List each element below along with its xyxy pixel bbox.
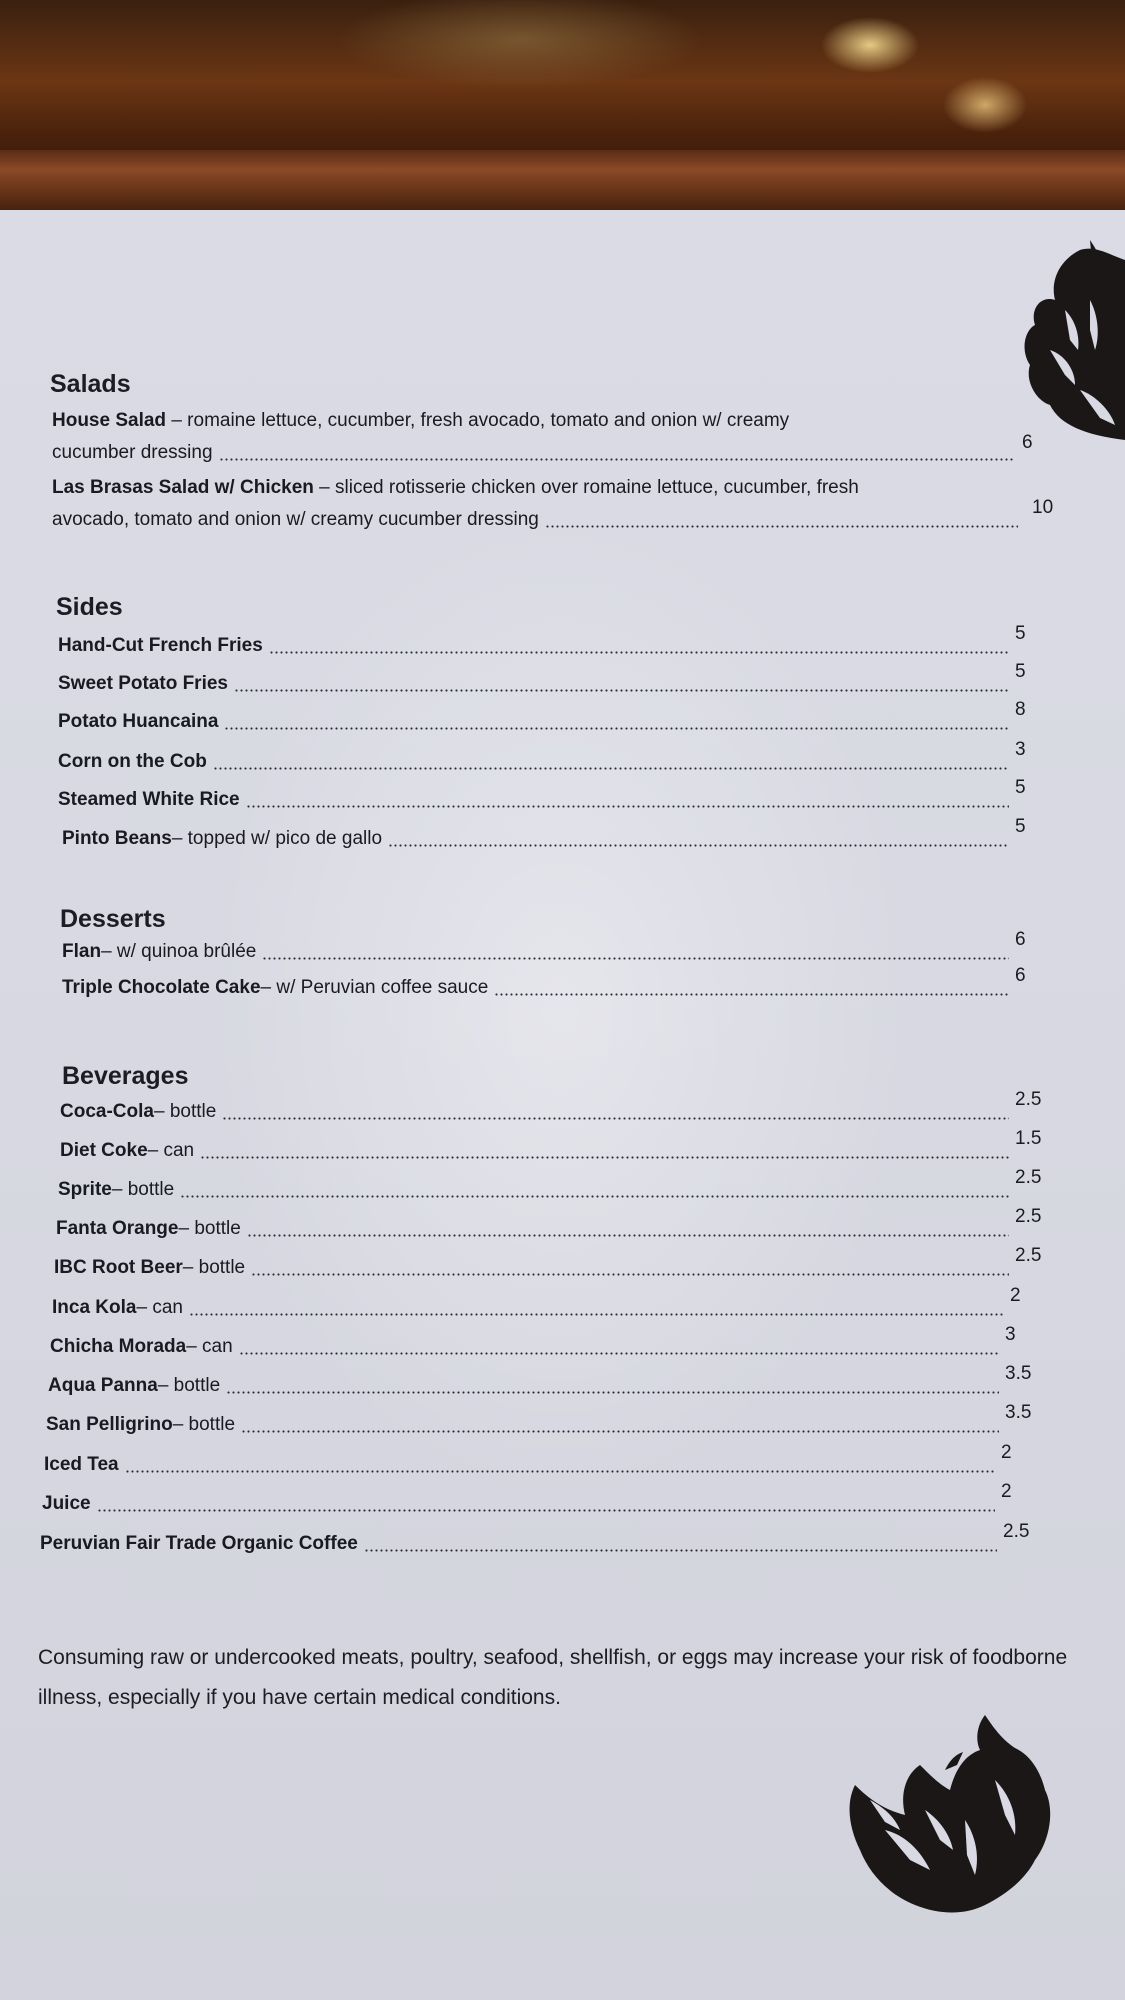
item-name: Las Brasas Salad w/ Chicken	[52, 477, 314, 498]
item-description: avocado, tomato and onion w/ creamy cucumber dressing	[52, 509, 539, 530]
item-price: 6	[1022, 432, 1033, 453]
item-description: – sliced rotisserie chicken over romaine lettuce, cucumber, fresh	[313, 477, 859, 498]
menu-item-row	[48, 1363, 1045, 1398]
item-price: 10	[1032, 497, 1054, 518]
dot-leader	[234, 689, 1009, 692]
dot-leader	[180, 1195, 1009, 1198]
price-column	[1001, 1481, 1041, 1516]
item-name: Steamed White Rice	[58, 789, 240, 810]
item-price: 3	[1005, 1324, 1016, 1345]
dot-leader	[213, 767, 1009, 770]
item-price: 2.5	[1015, 1089, 1042, 1110]
item-description: – can	[136, 1297, 183, 1318]
menu-item-row	[50, 1324, 1045, 1359]
item-name: Juice	[42, 1493, 91, 1514]
section-title-sides: Sides	[56, 593, 123, 621]
menu-item-row	[42, 1481, 1041, 1516]
dot-leader	[269, 651, 1009, 654]
item-description: – bottle	[153, 1101, 217, 1122]
item-description: – can	[147, 1140, 195, 1161]
menu-item-row	[58, 661, 1055, 696]
menu-item-house-salad	[52, 405, 1052, 469]
dot-leader	[545, 525, 1018, 528]
dot-leader	[246, 805, 1009, 808]
dot-leader	[388, 844, 1009, 847]
item-name: Corn on the Cob	[58, 751, 207, 772]
item-description: – bottle	[172, 1414, 236, 1435]
item-name: Sweet Potato Fries	[58, 673, 228, 694]
price-column	[1005, 1363, 1045, 1398]
price-column	[1001, 1442, 1041, 1477]
item-description: – romaine lettuce, cucumber, fresh avocado, tomato and onion w/ creamy	[166, 410, 790, 431]
item-description: – topped w/ pico de gallo	[171, 828, 383, 849]
price-column	[1015, 816, 1055, 851]
item-name: Chicha Morada	[50, 1336, 187, 1357]
item-price: 8	[1015, 699, 1026, 720]
item-price: 2	[1010, 1285, 1021, 1306]
dot-leader	[262, 957, 1009, 960]
menu-item-row	[46, 1402, 1045, 1437]
menu-item-row	[58, 777, 1055, 812]
section-title-desserts: Desserts	[60, 905, 166, 933]
item-name: Coca-Cola	[60, 1101, 154, 1122]
price-column	[1005, 1402, 1045, 1437]
price-column	[1003, 1521, 1043, 1556]
item-description: cucumber dressing	[52, 442, 213, 463]
price-column	[1015, 929, 1055, 964]
item-price: 3.5	[1005, 1363, 1032, 1384]
price-column	[1015, 699, 1055, 734]
dot-leader	[251, 1273, 1009, 1276]
item-price: 2.5	[1015, 1167, 1042, 1188]
item-description: – can	[186, 1336, 233, 1357]
item-name: Sprite	[58, 1179, 112, 1200]
item-description: – bottle	[111, 1179, 175, 1200]
menu-item-row	[58, 739, 1055, 774]
item-name: Flan	[62, 941, 102, 962]
menu-item-row	[62, 929, 1055, 964]
item-description: – bottle	[182, 1257, 246, 1278]
dot-leader	[200, 1156, 1009, 1159]
item-name: Iced Tea	[44, 1454, 119, 1475]
food-safety-warning: Consuming raw or undercooked meats, poultry, seafood, shellfish, or eggs may increase your risk of foodborne illness, especially if you have certain medical conditions.	[38, 1646, 1068, 1709]
menu-item-row	[58, 623, 1055, 658]
menu-page	[0, 210, 1125, 2000]
dot-leader	[189, 1313, 1004, 1316]
dot-leader	[219, 458, 1014, 461]
price-column	[1015, 623, 1055, 658]
menu-item-row	[62, 965, 1055, 1000]
item-price: 3	[1015, 739, 1026, 760]
section-title-beverages: Beverages	[62, 1062, 189, 1090]
item-price: 3.5	[1005, 1402, 1032, 1423]
item-price: 5	[1015, 816, 1026, 837]
dot-leader	[241, 1430, 999, 1433]
item-name: IBC Root Beer	[54, 1257, 183, 1278]
price-column	[1005, 1324, 1045, 1359]
price-column	[1015, 1167, 1055, 1202]
item-description: – bottle	[157, 1375, 221, 1396]
item-price: 2.5	[1015, 1245, 1042, 1266]
menu-content	[0, 210, 1125, 2000]
item-price: 2.5	[1003, 1521, 1030, 1542]
menu-item-row	[52, 1285, 1050, 1320]
item-name: Peruvian Fair Trade Organic Coffee	[40, 1533, 358, 1554]
menu-item-row	[58, 1167, 1055, 1202]
item-price: 1.5	[1015, 1128, 1042, 1149]
item-name: Triple Chocolate Cake	[62, 977, 261, 998]
item-name: Inca Kola	[52, 1297, 137, 1318]
menu-item-row	[40, 1521, 1043, 1556]
item-price: 6	[1015, 929, 1026, 950]
menu-item-row	[56, 1206, 1055, 1241]
item-price: 6	[1015, 965, 1026, 986]
item-name: Aqua Panna	[48, 1375, 158, 1396]
dot-leader	[494, 993, 1009, 996]
item-price: 5	[1015, 623, 1026, 644]
menu-holder-frame	[0, 150, 1125, 215]
menu-item-row	[60, 1089, 1055, 1124]
dot-leader	[125, 1470, 995, 1473]
item-name: Diet Coke	[60, 1140, 148, 1161]
price-column	[1015, 777, 1055, 812]
item-price: 5	[1015, 661, 1026, 682]
rooster-icon	[845, 1710, 1075, 1920]
item-price: 2	[1001, 1442, 1012, 1463]
item-name: San Pelligrino	[46, 1414, 173, 1435]
item-description: – w/ quinoa brûlée	[101, 941, 257, 962]
menu-item-row	[60, 1128, 1055, 1163]
price-column	[1015, 739, 1055, 774]
price-column	[1015, 1206, 1055, 1241]
dot-leader	[364, 1549, 997, 1552]
menu-item-row	[62, 816, 1055, 851]
price-column	[1015, 1245, 1055, 1280]
item-description: – bottle	[178, 1218, 241, 1239]
dot-leader	[224, 727, 1009, 730]
dot-leader	[247, 1234, 1009, 1237]
item-name: Pinto Beans	[62, 828, 172, 849]
item-description: – w/ Peruvian coffee sauce	[260, 977, 489, 998]
item-name: House Salad	[52, 410, 167, 431]
menu-item-las-brasas-salad	[52, 472, 1062, 536]
menu-item-row	[54, 1245, 1055, 1280]
dot-leader	[226, 1391, 999, 1394]
menu-item-row	[58, 699, 1055, 734]
price-column	[1015, 661, 1055, 696]
dot-leader	[222, 1117, 1009, 1120]
item-price: 2	[1001, 1481, 1012, 1502]
price-column	[1010, 1285, 1050, 1320]
dot-leader	[239, 1352, 999, 1355]
price-column	[1015, 965, 1055, 1000]
item-name: Hand-Cut French Fries	[58, 635, 263, 656]
price-column	[1015, 1089, 1055, 1124]
item-price: 5	[1015, 777, 1026, 798]
section-title-salads: Salads	[50, 370, 131, 398]
menu-item-row	[44, 1442, 1041, 1477]
item-name: Potato Huancaina	[58, 711, 219, 732]
item-price: 2.5	[1015, 1206, 1042, 1227]
item-name: Fanta Orange	[56, 1218, 179, 1239]
dot-leader	[97, 1509, 995, 1512]
price-column	[1015, 1128, 1055, 1163]
